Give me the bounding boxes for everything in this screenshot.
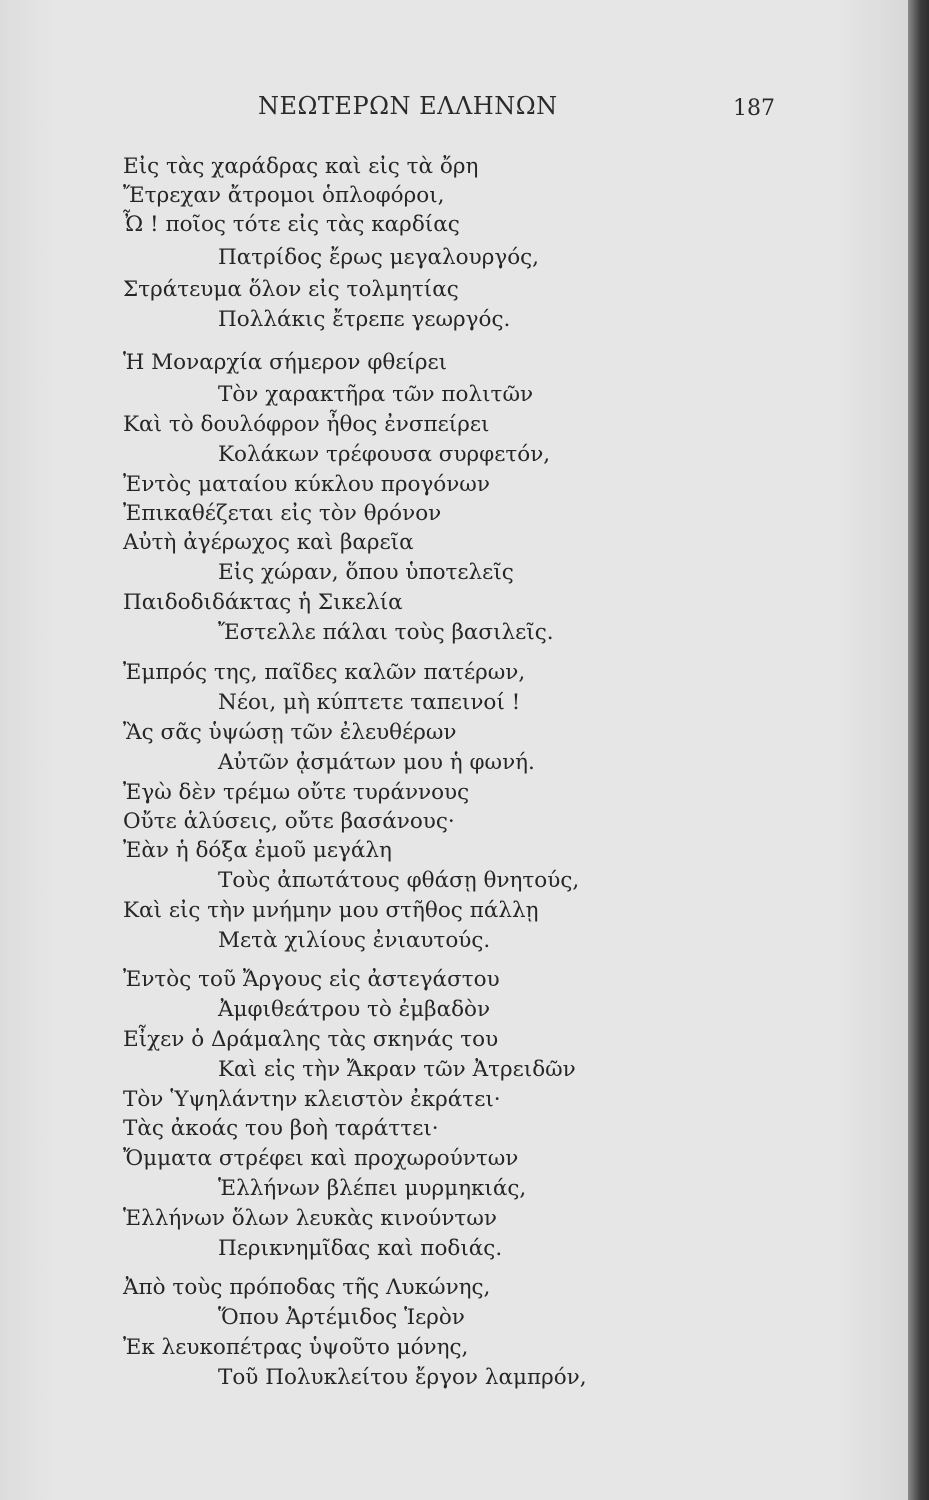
verse-line: Οὔτε ἁλύσεις, οὔτε βασάνους· bbox=[123, 809, 455, 834]
running-head: ΝΕΩΤΕΡΩΝ ΕΛΛΗΝΩΝ bbox=[258, 92, 558, 120]
verse-line: Ὅπου Ἀρτέμιδος Ἱερὸν bbox=[218, 1305, 465, 1330]
verse-line: Ἔτρεχαν ἄτρομοι ὁπλοφόροι, bbox=[123, 183, 445, 208]
verse-line: Πατρίδος ἔρως μεγαλουργός, bbox=[218, 245, 540, 270]
verse-line: Νέοι, μὴ κύπτετε ταπεινοί ! bbox=[218, 690, 521, 715]
verse-line: Ἐγὼ δὲν τρέμω οὔτε τυράννους bbox=[123, 780, 470, 805]
verse-line: Τὰς ἀκοάς του βοὴ ταράττει· bbox=[123, 1116, 439, 1141]
verse-line: Αὐτῶν ᾀσμάτων μου ἡ φωνή. bbox=[218, 750, 535, 775]
verse-line: Ἐὰν ἡ δόξα ἐμοῦ μεγάλη bbox=[123, 838, 392, 863]
verse-line: Ἀπὸ τοὺς πρόποδας τῆς Λυκώνης, bbox=[123, 1275, 491, 1300]
verse-line: Ἐκ λευκοπέτρας ὑψοῦτο μόνης, bbox=[123, 1335, 469, 1360]
verse-line: Μετὰ χιλίους ἐνιαυτούς. bbox=[218, 928, 491, 953]
verse-line: Ἔστελλε πάλαι τοὺς βασιλεῖς. bbox=[218, 620, 554, 645]
verse-line: Αὐτὴ ἀγέρωχος καὶ βαρεῖα bbox=[123, 530, 414, 555]
verse-line: Ἀμφιθεάτρου τὸ ἐμβαδὸν bbox=[218, 997, 491, 1022]
verse-line: Ἑλλήνων βλέπει μυρμηκιάς, bbox=[218, 1176, 527, 1201]
verse-line: Πολλάκις ἔτρεπε γεωργός. bbox=[218, 307, 511, 332]
verse-line: Τὸν Ὑψηλάντην κλειστὸν ἐκράτει· bbox=[123, 1087, 501, 1112]
verse-line: Καὶ εἰς τὴν Ἄκραν τῶν Ἀτρειδῶν bbox=[218, 1057, 576, 1082]
verse-line: Ἂς σᾶς ὑψώσῃ τῶν ἐλευθέρων bbox=[123, 720, 457, 745]
verse-line: Κολάκων τρέφουσα συρφετόν, bbox=[218, 442, 551, 467]
verse-line: Ὦ ! ποῖος τότε εἰς τὰς καρδίας bbox=[123, 212, 460, 237]
verse-line: Τοὺς ἀπωτάτους φθάσῃ θνητούς, bbox=[218, 868, 580, 893]
verse-line: Περικνημῖδας καὶ ποδιάς. bbox=[218, 1236, 503, 1261]
verse-line: Καὶ τὸ δουλόφρον ἦθος ἐνσπείρει bbox=[123, 412, 490, 437]
verse-line: Ἡ Μοναρχία σήμερον φθείρει bbox=[123, 350, 448, 375]
verse-line: Στράτευμα ὅλον εἰς τολμητίας bbox=[123, 277, 459, 302]
verse-line: Τὸν χαρακτῆρα τῶν πολιτῶν bbox=[218, 382, 534, 407]
verse-line: Καὶ εἰς τὴν μνήμην μου στῆθος πάλλῃ bbox=[123, 898, 539, 923]
verse-line: Ἐντὸς ματαίου κύκλου προγόνων bbox=[123, 472, 490, 497]
verse-line: Εἰς τὰς χαράδρας καὶ εἰς τὰ ὄρη bbox=[123, 154, 479, 179]
verse-line: Ἐπικαθέζεται εἰς τὸν θρόνον bbox=[123, 501, 442, 526]
verse-line: Ἐμπρός της, παῖδες καλῶν πατέρων, bbox=[123, 660, 526, 685]
verse-line: Εἰς χώραν, ὅπου ὑποτελεῖς bbox=[218, 560, 514, 585]
verse-line: Παιδοδιδάκτας ἡ Σικελία bbox=[123, 590, 403, 615]
verse-line: Τοῦ Πολυκλείτου ἔργον λαμπρόν, bbox=[218, 1365, 587, 1390]
verse-line: Εἶχεν ὁ Δράμαλης τὰς σκηνάς του bbox=[123, 1027, 499, 1052]
page-edge-shadow bbox=[908, 0, 929, 1500]
verse-line: Ἑλλήνων ὅλων λευκὰς κινούντων bbox=[123, 1206, 497, 1231]
verse-line: Ὄμματα στρέφει καὶ προχωρούντων bbox=[123, 1146, 519, 1171]
verse-line: Ἐντὸς τοῦ Ἄργους εἰς ἀστεγάστου bbox=[123, 967, 500, 992]
page-number: 187 bbox=[733, 96, 775, 121]
